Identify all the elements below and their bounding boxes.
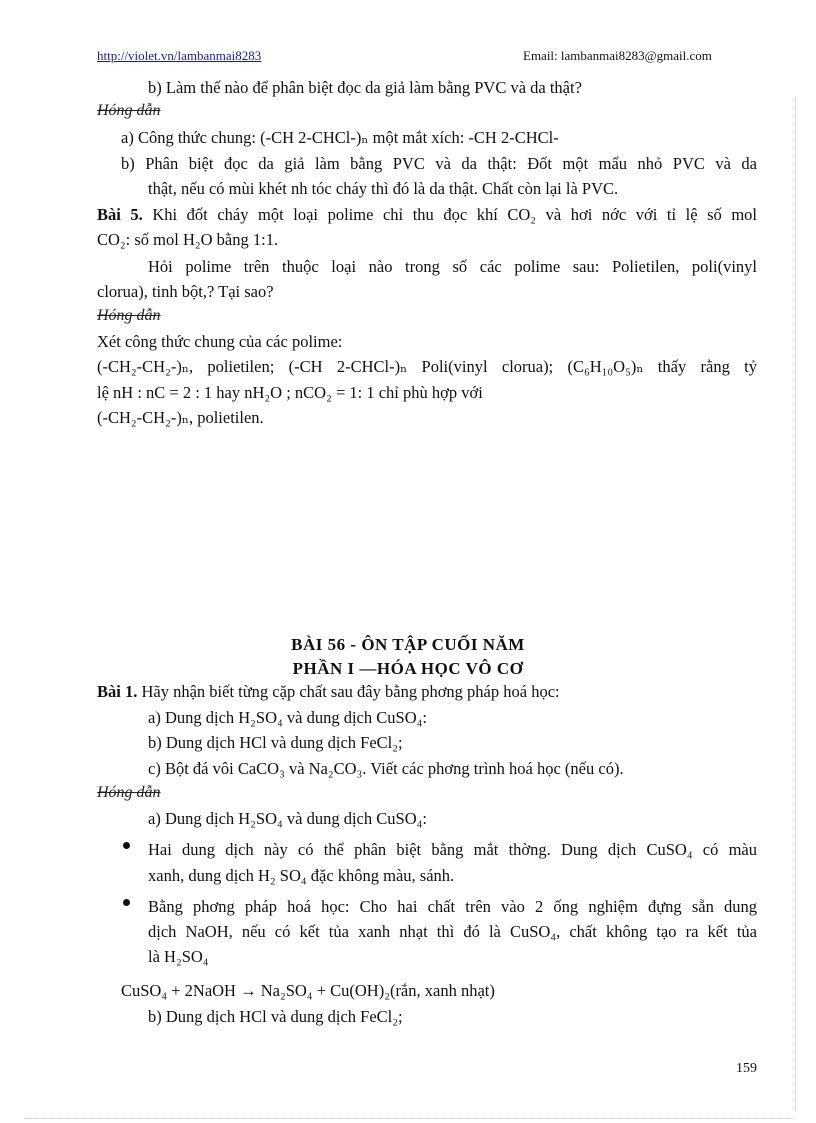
page-border-bottom [24,1118,794,1119]
solution-a-bullet1-line1: Hai dung dịch này có thể phân biệt bằng mắt thờng. Dung dịch CuSO₄ có màu [148,840,757,859]
exercise-1-text: Hãy nhận biết từng cặp chất sau đây bằng phơng pháp hoá học: [137,682,560,701]
guide-heading: Hóng dẫn [97,784,161,801]
bullet-icon [123,842,130,849]
answer-b-line2: thật, nếu có mùi khét nh tóc cháy thì đó là da thật. Chất còn lại là PVC. [148,179,619,198]
exercise-5-text: Khi đốt cháy một loại polime chỉ thu đọc khí CO₂ và hơi nớc với tỉ lệ số mol [142,205,757,224]
lesson-title: BÀI 56 - ÔN TẬP CUỐI NĂM [291,635,525,654]
question-b: b) Làm thế nào để phân biệt đọc da giả làm bằng PVC và da thật? [148,78,582,97]
exercise-1-line [97,682,560,702]
solution-a-heading: a) Dung dịch H₂SO₄ và dung dịch CuSO₄: [148,809,427,828]
guide-text-line3: lệ nH : nC = 2 : 1 hay nH₂O ; nCO₂ = 1: 1 chỉ phù hợp với [97,383,483,402]
reaction-equation: CuSO₄ + 2NaOH → Na₂SO₄ + Cu(OH)₂(rắn, xanh nhạt) [121,981,495,1000]
guide-text-line4: (-CH₂-CH₂-)ₙ, polietilen. [97,408,264,427]
page-border-right [795,96,796,1111]
header-link[interactable]: http://violet.vn/lambanmai8283 [97,48,262,63]
exercise-5-line2: CO₂: số mol H₂O bằng 1:1. [97,230,279,249]
exercise-5-line1 [97,205,757,225]
solution-a-bullet1-line2: xanh, dung dịch H₂ SO₄ đặc không màu, sánh. [148,866,455,885]
guide-heading: Hóng dẫn [97,307,161,324]
solution-b-heading: b) Dung dịch HCl và dung dịch FeCl₂; [148,1007,403,1026]
answer-a: a) Công thức chung: (-CH 2-CHCl-)ₙ một mắt xích: -CH 2-CHCl- [121,128,559,147]
exercise-1-label: Bài 1. [97,682,138,701]
exercise-5-label: Bài 5. [97,205,143,224]
exercise-1-item-c: c) Bột đá vôi CaCO₃ và Na₂CO₃. Viết các phơng trình hoá học (nếu có). [148,759,624,778]
guide-heading: Hóng dẫn [97,102,161,119]
solution-a-bullet2-line2: dịch NaOH, nếu có kết tủa xanh nhạt thì đó là CuSO₄, chất không tạo ra kết tủa [148,922,757,941]
solution-a-bullet2-line3: là H₂SO₄ [148,947,209,966]
header-email: Email: lambanmai8283@gmail.com [523,48,712,63]
exercise-1-item-b: b) Dung dịch HCl và dung dịch FeCl₂; [148,733,403,752]
page-number: 159 [736,1061,757,1076]
solution-a-bullet2-line1: Bằng phơng pháp hoá học: Cho hai chất trên vào 2 ống nghiệm đựng sẵn dung [148,897,757,916]
exercise-5-question-line1: Hỏi polime trên thuộc loại nào trong số các polime sau: Polietilen, poli(vinyl [148,257,757,276]
section-title: PHẦN I —HÓA HỌC VÔ CƠ [292,659,524,678]
guide-text-line2: (-CH₂-CH₂-)ₙ, polietilen; (-CH 2-CHCl-)ₙ Poli(vinyl clorua); (C₆H₁₀O₅)ₙ thấy rằng tỷ [97,357,757,376]
bullet-icon [123,899,130,906]
exercise-5-question-line2: clorua), tinh bột,? Tại sao? [97,282,274,301]
answer-b-line1: b) Phân biệt đọc da giả làm bằng PVC và da thật: Đốt một mẩu nhỏ PVC và da [121,154,757,173]
exercise-1-item-a: a) Dung dịch H₂SO₄ và dung dịch CuSO₄: [148,708,427,727]
guide-text-line1: Xét công thức chung của các polime: [97,332,343,351]
